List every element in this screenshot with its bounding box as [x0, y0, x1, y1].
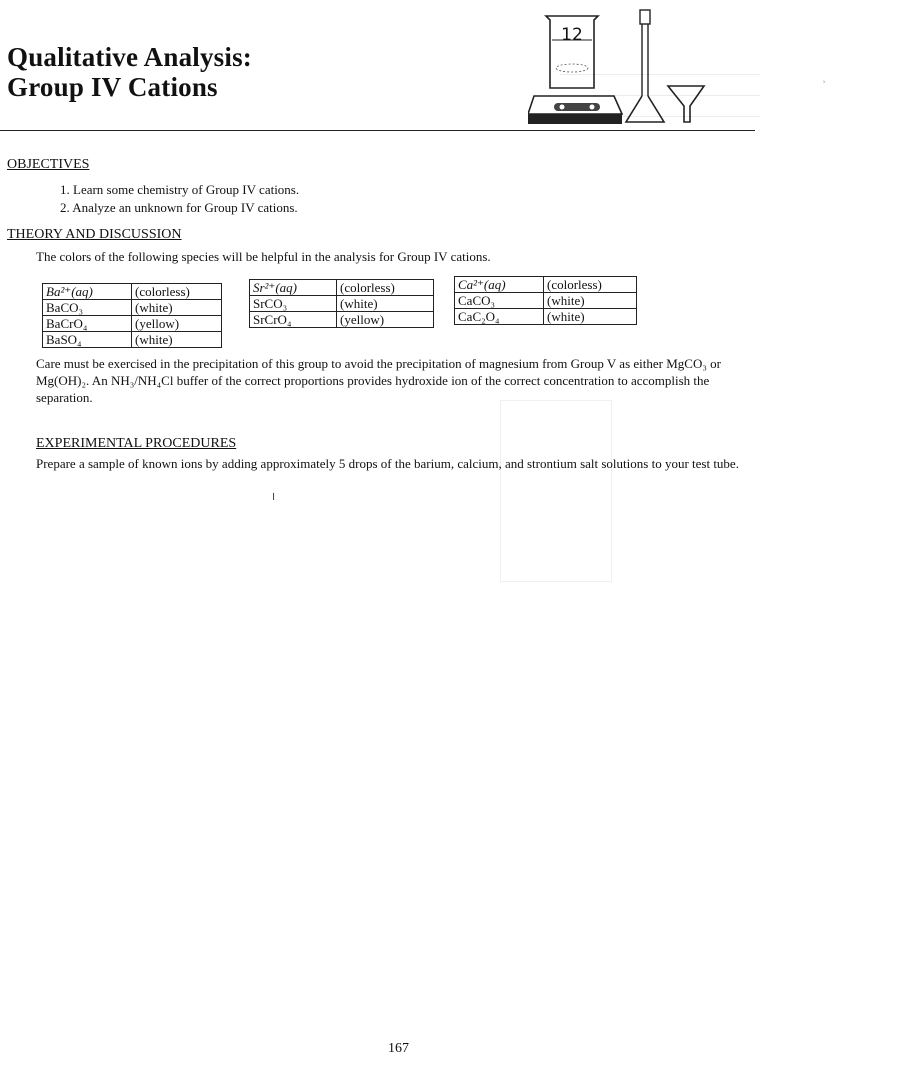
title-line-1: Qualitative Analysis: — [7, 42, 252, 72]
species-cell: CaC₂O₄ — [455, 309, 544, 325]
theory-heading: THEORY AND DISCUSSION — [7, 227, 182, 242]
table-row — [43, 300, 222, 316]
species-cell: BaCrO₄ — [43, 316, 132, 332]
table-row — [250, 312, 434, 328]
procedures-paragraph: Prepare a sample of known ions by adding approximately 5 drops of the barium, calcium, and strontium salt solutions to your test tube. — [36, 456, 739, 471]
table-row — [43, 316, 222, 332]
page-number: 167 — [388, 1041, 409, 1056]
table-row — [455, 309, 637, 325]
title-divider — [0, 130, 755, 131]
list-item: 2. Analyze an unknown for Group IV cations. — [60, 200, 298, 215]
title-line-2: Group IV Cations — [7, 72, 218, 102]
color-cell: (white) — [337, 296, 434, 312]
species-cell: CaCO₃ — [455, 293, 544, 309]
bleed-through-table — [500, 400, 612, 582]
color-cell: (white) — [132, 332, 222, 348]
table-row — [455, 293, 637, 309]
color-cell: (colorless) — [337, 280, 434, 296]
species-cell: BaCO₃ — [43, 300, 132, 316]
color-cell: (colorless) — [132, 284, 222, 300]
species-cell: Sr²⁺(aq) — [250, 280, 337, 296]
species-cell: BaSO₄ — [43, 332, 132, 348]
color-cell: (yellow) — [337, 312, 434, 328]
care-paragraph: Care must be exercised in the precipitation of this group to avoid the precipitation of magnesium from Group V as either MgCO₃ or Mg(OH)₂. An NH₃/NH₄Cl buffer of the correct proportions provides hydroxide ion of the correct concentration to accomplish the separation. — [36, 356, 721, 405]
species-cell: SrCO₃ — [250, 296, 337, 312]
stray-mark: ʾ — [822, 78, 826, 92]
strontium-species-table — [249, 279, 434, 328]
table-row — [250, 296, 434, 312]
color-cell: (yellow) — [132, 316, 222, 332]
color-cell: (colorless) — [544, 277, 637, 293]
table-row — [250, 280, 434, 296]
table-row — [43, 284, 222, 300]
table-row — [43, 332, 222, 348]
procedures-heading: EXPERIMENTAL PROCEDURES — [36, 436, 237, 451]
lab-equipment-illustration — [528, 6, 728, 133]
color-cell: (white) — [544, 293, 637, 309]
calcium-species-table — [454, 276, 637, 325]
species-cell: SrCrO₄ — [250, 312, 337, 328]
table-row — [455, 277, 637, 293]
objectives-heading: OBJECTIVES — [7, 157, 90, 172]
stray-mark: ╷ — [270, 486, 278, 500]
color-cell: (white) — [132, 300, 222, 316]
barium-species-table — [42, 283, 222, 348]
color-cell: (white) — [544, 309, 637, 325]
page-title — [7, 42, 252, 102]
chapter-number: 12 — [561, 25, 583, 45]
objectives-list — [60, 181, 299, 217]
theory-intro: The colors of the following species will be helpful in the analysis for Group IV cations. — [36, 249, 491, 264]
species-cell: Ba²⁺(aq) — [43, 284, 132, 300]
list-item: 1. Learn some chemistry of Group IV cations. — [60, 182, 300, 197]
species-cell: Ca²⁺(aq) — [455, 277, 544, 293]
